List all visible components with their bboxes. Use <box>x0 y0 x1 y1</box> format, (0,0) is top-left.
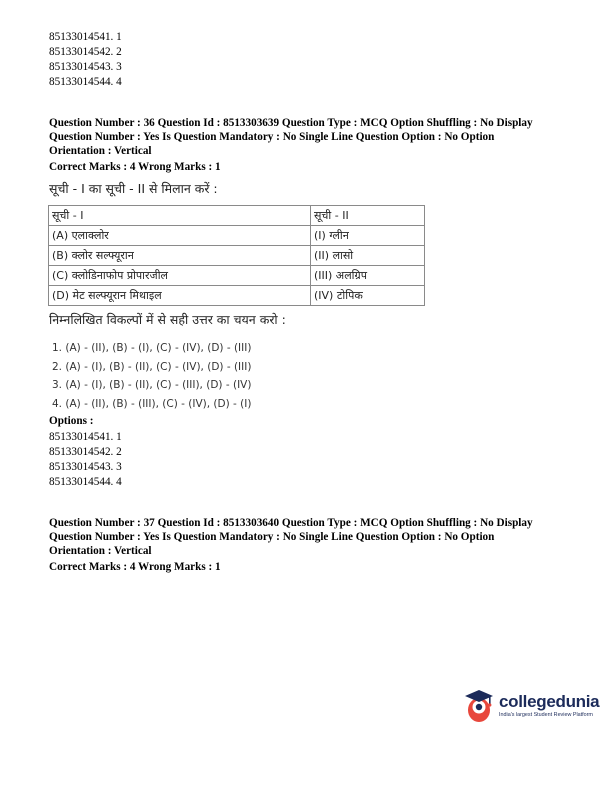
table-cell: (B) क्लोर सल्फ्यूरान <box>49 246 311 266</box>
choice-4: 4. (A) - (II), (B) - (III), (C) - (IV), (D) - (I) <box>52 398 252 410</box>
logo-wordmark: collegedunia <box>499 692 600 711</box>
table-cell: (II) लासो <box>311 246 425 266</box>
table-row <box>49 286 425 306</box>
prev-option-3: 85133014543. 3 <box>49 61 122 73</box>
prev-option-1: 85133014541. 1 <box>49 31 122 43</box>
option-2: 85133014542. 2 <box>49 446 122 458</box>
table-cell: (I) ग्लीन <box>311 226 425 246</box>
table-cell: (III) अलग्रिप <box>311 266 425 286</box>
q36-hindi-title: सूची - I का सूची - II से मिलान करें : <box>49 181 218 196</box>
choice-3: 3. (A) - (I), (B) - (II), (C) - (III), (D) - (IV) <box>52 379 252 391</box>
match-table <box>48 205 425 306</box>
option-3: 85133014543. 3 <box>49 461 122 473</box>
table-row <box>49 266 425 286</box>
choice-1: 1. (A) - (II), (B) - (I), (C) - (IV), (D) - (III) <box>52 342 252 354</box>
table-cell: (D) मेट सल्फ्यूरान मिथाइल <box>49 286 311 306</box>
q37-header-line2: Question Number : Yes Is Question Mandatory : No Single Line Question Option : No Option <box>49 531 495 543</box>
q36-header-line3: Orientation : Vertical <box>49 145 152 157</box>
q36-hindi-instruction: निम्नलिखित विकल्पों में से सही उत्तर का चयन करो : <box>49 312 286 327</box>
table-cell: (C) क्लोडिनाफोप प्रोपारजील <box>49 266 311 286</box>
q37-marks: Correct Marks : 4 Wrong Marks : 1 <box>49 561 221 573</box>
table-row <box>49 206 425 226</box>
table-cell: (A) एलाक्लोर <box>49 226 311 246</box>
table-cell: (IV) टोपिक <box>311 286 425 306</box>
q36-header-line1: Question Number : 36 Question Id : 8513303639 Question Type : MCQ Option Shuffling : No Display <box>49 117 533 129</box>
table-row <box>49 226 425 246</box>
table-cell: सूची - II <box>311 206 425 226</box>
option-4: 85133014544. 4 <box>49 476 122 488</box>
prev-option-2: 85133014542. 2 <box>49 46 122 58</box>
table-cell: सूची - I <box>49 206 311 226</box>
prev-option-4: 85133014544. 4 <box>49 76 122 88</box>
choice-2: 2. (A) - (I), (B) - (II), (C) - (IV), (D) - (III) <box>52 361 252 373</box>
q36-header-line2: Question Number : Yes Is Question Mandatory : No Single Line Question Option : No Option <box>49 131 495 143</box>
graduate-mascot-icon <box>462 686 496 724</box>
option-1: 85133014541. 1 <box>49 431 122 443</box>
options-label: Options : <box>49 415 94 427</box>
q37-header-line3: Orientation : Vertical <box>49 545 152 557</box>
q37-header-line1: Question Number : 37 Question Id : 8513303640 Question Type : MCQ Option Shuffling : No Display <box>49 517 533 529</box>
table-row <box>49 246 425 266</box>
q36-marks: Correct Marks : 4 Wrong Marks : 1 <box>49 161 221 173</box>
collegedunia-logo <box>462 686 602 726</box>
logo-tagline: India's largest Student Review Platform <box>499 712 593 718</box>
